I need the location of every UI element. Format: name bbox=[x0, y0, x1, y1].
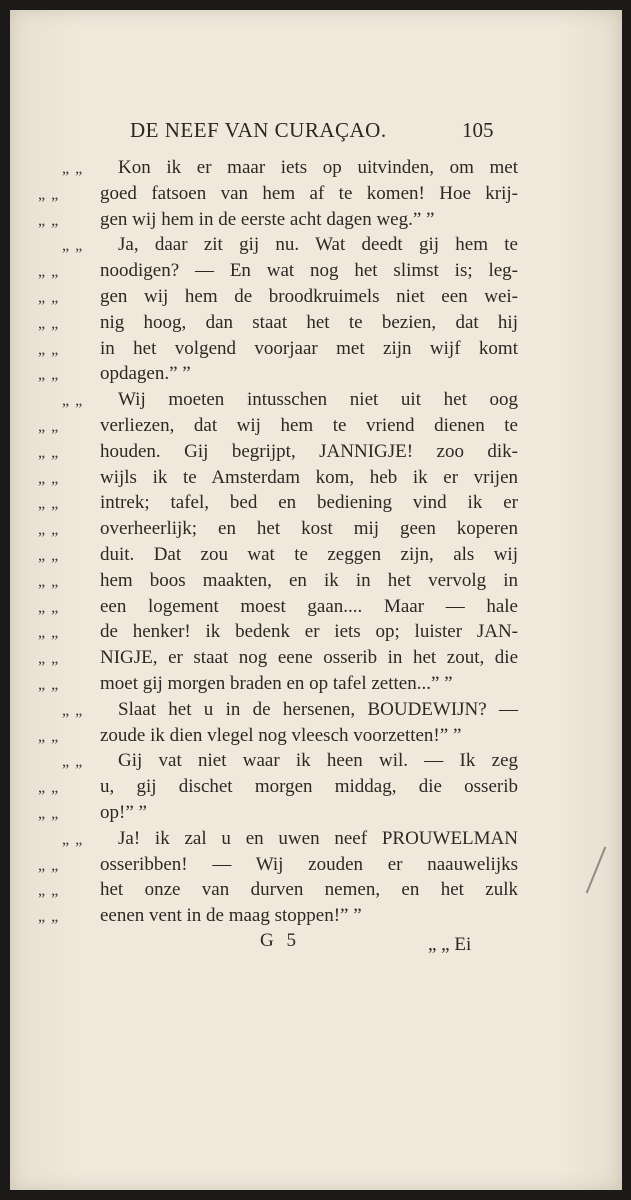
quote-marks: „ „ bbox=[38, 469, 60, 487]
page-footer bbox=[10, 930, 622, 960]
line-text: verliezen, dat wij hem te vriend dienen te bbox=[100, 415, 518, 436]
line-text: Slaat het u in de hersenen, BOUDEWIJN? — bbox=[118, 698, 518, 720]
quote-marks: „ „ bbox=[38, 495, 60, 513]
line-text: gen wij hem de broodkruimels niet een wei- bbox=[100, 286, 518, 307]
catchword: „ „ Ei bbox=[428, 934, 472, 955]
quote-marks: „ „ bbox=[38, 727, 60, 745]
page-number: 105 bbox=[462, 118, 494, 142]
text-line bbox=[38, 234, 518, 260]
line-text: Ja! ik zal u en uwen neef PROUWELMAN bbox=[118, 827, 518, 849]
text-line bbox=[38, 879, 518, 905]
quote-marks: „ „ bbox=[38, 314, 60, 332]
quote-marks: „ „ bbox=[38, 443, 60, 461]
text-line bbox=[38, 157, 518, 183]
quote-marks: „ „ bbox=[38, 676, 60, 693]
quote-marks: „ „ bbox=[38, 779, 60, 797]
line-text: wijls ik te Amsterdam kom, heb ik er vrijen bbox=[100, 466, 518, 488]
text-line bbox=[38, 338, 518, 364]
text-line bbox=[38, 750, 518, 776]
running-header bbox=[10, 118, 622, 148]
quote-marks: „ „ bbox=[62, 701, 84, 719]
text-line bbox=[38, 905, 518, 931]
line-text: in het volgend voorjaar met zijn wijf komt bbox=[100, 337, 518, 359]
line-text: op!” ” bbox=[100, 802, 147, 823]
quote-marks: „ „ bbox=[38, 418, 60, 435]
line-text: houden. Gij begrijpt, JANNIGJE! zoo dik- bbox=[100, 440, 518, 462]
line-text: hem boos maakten, en ik in het vervolg in bbox=[100, 569, 518, 591]
line-text: Ja, daar zit gij nu. Wat deedt gij hem te bbox=[118, 234, 518, 256]
line-text: Kon ik er maar iets op uitvinden, om met bbox=[118, 157, 518, 178]
line-text: Gij vat niet waar ik heen wil. — Ik zeg bbox=[118, 750, 518, 772]
text-line bbox=[38, 518, 518, 544]
quote-marks: „ „ bbox=[38, 263, 60, 281]
quote-marks: „ „ bbox=[38, 547, 60, 564]
quote-marks: „ „ bbox=[38, 650, 60, 668]
quote-marks: „ „ bbox=[62, 830, 84, 848]
text-line bbox=[38, 389, 518, 415]
quote-marks: „ „ bbox=[38, 624, 60, 642]
margin-pencil-mark bbox=[586, 846, 607, 893]
text-line bbox=[38, 621, 518, 647]
line-text: de henker! ik bedenk er iets op; luister JAN- bbox=[100, 621, 518, 643]
line-text: overheerlijk; en het kost mij geen koperen bbox=[100, 518, 518, 540]
line-text: gen wij hem in de eerste acht dagen weg.” ” bbox=[100, 208, 435, 230]
quote-marks: „ „ bbox=[38, 805, 60, 822]
book-page bbox=[10, 10, 622, 1190]
text-line bbox=[38, 854, 518, 880]
text-line bbox=[38, 570, 518, 596]
quote-marks: „ „ bbox=[62, 392, 84, 410]
line-text: u, gij dischet morgen middag, die osserib bbox=[100, 776, 518, 798]
text-line bbox=[38, 725, 518, 751]
text-line bbox=[38, 415, 518, 441]
line-text: goed fatsoen van hem af te komen! Hoe krij- bbox=[100, 182, 518, 204]
quote-marks: „ „ bbox=[38, 185, 60, 203]
text-line bbox=[38, 596, 518, 622]
line-text: osseribben! — Wij zouden er naauwelijks bbox=[100, 853, 518, 875]
quote-marks: „ „ bbox=[62, 753, 84, 771]
quote-marks: „ „ bbox=[38, 521, 60, 539]
quote-marks: „ „ bbox=[38, 289, 60, 306]
text-line bbox=[38, 802, 518, 828]
text-line bbox=[38, 544, 518, 570]
text-line bbox=[38, 828, 518, 854]
line-text: intrek; tafel, bed en bediening vind ik er bbox=[100, 492, 518, 514]
text-line bbox=[38, 363, 518, 389]
line-text: nig hoog, dan staat het te bezien, dat hij bbox=[100, 311, 518, 333]
line-text: moet gij morgen braden en op tafel zetten...” ” bbox=[100, 673, 453, 694]
line-text: Wij moeten intusschen niet uit het oog bbox=[118, 389, 518, 411]
quote-marks: „ „ bbox=[38, 856, 60, 874]
text-line bbox=[38, 441, 518, 467]
signature-mark: G 5 bbox=[260, 930, 300, 951]
line-text: NIGJE, er staat nog eene osserib in het zout, die bbox=[100, 647, 518, 669]
line-text: zoude ik dien vlegel nog vleesch voorzetten!” ” bbox=[100, 724, 462, 746]
quote-marks: „ „ bbox=[38, 340, 60, 358]
quote-marks: „ „ bbox=[62, 237, 84, 255]
line-text: noodigen? — En wat nog het slimst is; leg- bbox=[100, 260, 518, 282]
text-line bbox=[38, 673, 518, 699]
quote-marks: „ „ bbox=[38, 908, 60, 926]
quote-marks: „ „ bbox=[38, 882, 60, 900]
text-line bbox=[38, 209, 518, 235]
text-line bbox=[38, 647, 518, 673]
text-line bbox=[38, 467, 518, 493]
quote-marks: „ „ bbox=[38, 211, 60, 229]
line-text: duit. Dat zou wat te zeggen zijn, als wij bbox=[100, 544, 518, 565]
line-text: opdagen.” ” bbox=[100, 363, 191, 385]
quote-marks: „ „ bbox=[38, 598, 60, 616]
text-line bbox=[38, 260, 518, 286]
text-line bbox=[38, 286, 518, 312]
text-line bbox=[38, 776, 518, 802]
quote-marks: „ „ bbox=[38, 572, 60, 590]
text-line bbox=[38, 492, 518, 518]
text-line bbox=[38, 312, 518, 338]
quote-marks: „ „ bbox=[62, 160, 84, 177]
line-text: een logement moest gaan.... Maar — hale bbox=[100, 595, 518, 617]
text-line bbox=[38, 183, 518, 209]
text-line bbox=[38, 699, 518, 725]
quote-marks: „ „ bbox=[38, 366, 60, 384]
line-text: eenen vent in de maag stoppen!” ” bbox=[100, 905, 362, 927]
running-title: DE NEEF VAN CURAÇAO. bbox=[130, 118, 387, 142]
line-text: het onze van durven nemen, en het zulk bbox=[100, 879, 518, 901]
